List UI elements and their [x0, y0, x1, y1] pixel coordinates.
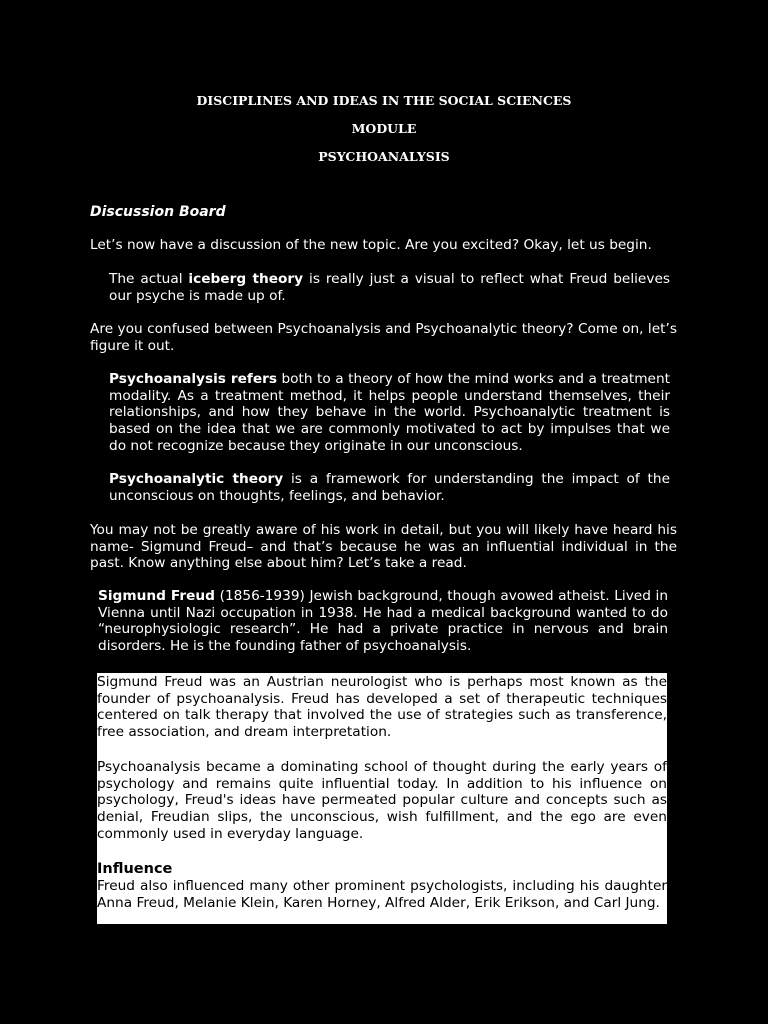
aware-text: You may not be greatly aware of his work in detail, but you will likely have heard his name- Sigmund Freud– and that’s because he was an influential individual in the past. Know anything else about him? Let’s take a read.: [90, 522, 677, 572]
psychoanalysis-definition: [109, 371, 670, 455]
info-paragraph-1: Sigmund Freud was an Austrian neurologist who is perhaps most known as the founder of psychoanalysis. Freud has developed a set of therapeutic techniques centered on talk therapy that involved the use of strategies such as transference, free association, and dream interpretation.: [97, 674, 667, 741]
info-paragraph-2: Psychoanalysis became a dominating school of thought during the early years of psychology and remains quite influential today. In addition to his influence on psychology, Freud's ideas have permeated popular culture and concepts such as denial, Freudian slips, the unconscious, wish fulfillment, and the ego are even commonly used in everyday language.: [97, 758, 667, 842]
iceberg-term: iceberg theory: [188, 271, 304, 287]
iceberg-pre-text: The actual: [109, 271, 189, 287]
freud-bio-paragraph: [98, 588, 668, 655]
confused-text: Are you confused between Psychoanalysis and Psychoanalytic theory? Come on, let’s figure it out.: [90, 321, 677, 354]
freud-bio-name: Sigmund Freud: [98, 588, 215, 604]
module-label: MODULE: [351, 121, 417, 136]
iceberg-post-text: is really just a visual to reflect what Freud believes our psyche is made up of.: [109, 271, 670, 304]
course-title: DISCIPLINES AND IDEAS IN THE SOCIAL SCIENCES: [196, 93, 572, 108]
intro-text: Let’s now have a discussion of the new topic. Are you excited? Okay, let us begin.: [90, 237, 652, 253]
psychoanalytic-theory-term: Psychoanalytic theory: [109, 471, 284, 487]
paragraph-spacer: [97, 842, 667, 860]
freud-info-box: [97, 673, 667, 924]
topic-title: PSYCHOANALYSIS: [318, 149, 450, 164]
paragraph-spacer: [97, 741, 667, 759]
freud-bio-text: (1856-1939) Jewish background, though avowed atheist. Lived in Vienna until Nazi occupation in 1938. He had a medical background wanted to do “neurophysiologic research”. He had a private practice in nervous and brain disorders. He is the founding father of psychoanalysis.: [98, 588, 668, 655]
psychoanalytic-theory-definition: [109, 471, 670, 504]
psychoanalysis-text: both to a theory of how the mind works and a treatment modality. As a treatment method, it helps people understand themselves, their relationships, and how they behave in the world. Psychoanalytic treatment is based on the idea that we are commonly motivated to act by impulses that we do not recognize because they originate in our unconscious.: [109, 371, 670, 454]
psychoanalytic-theory-text: is a framework for understanding the impact of the unconscious on thoughts, feelings, and behavior.: [109, 471, 670, 504]
discussion-board-heading: Discussion Board: [90, 204, 226, 220]
psychoanalysis-term: Psychoanalysis refers: [109, 371, 277, 387]
intro-paragraph: [90, 237, 680, 254]
info-paragraph-3: Freud also influenced many other prominent psychologists, including his daughter Anna Freud, Melanie Klein, Karen Horney, Alfred Alder, Erik Erikson, and Carl Jung.: [97, 878, 667, 912]
aware-paragraph: [90, 522, 677, 572]
influence-heading: Influence: [97, 861, 173, 878]
confused-paragraph: [90, 321, 677, 354]
iceberg-paragraph: [109, 271, 670, 304]
